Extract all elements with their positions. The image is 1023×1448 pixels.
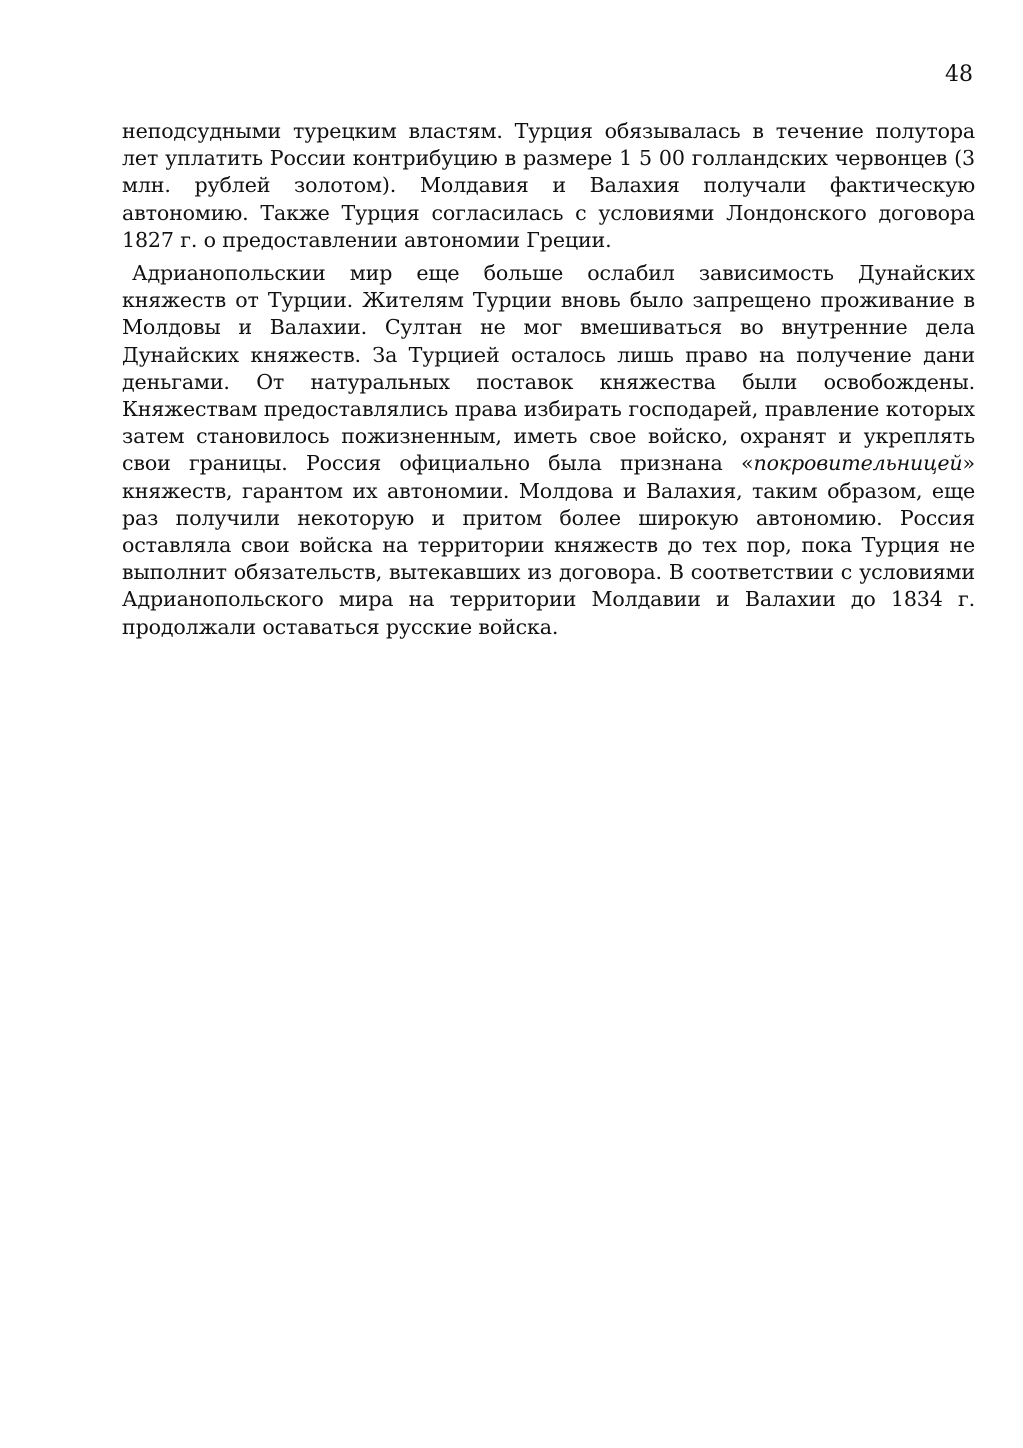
paragraph-2-text-after: » княжеств, гарантом их автономии. Молдова и Валахия, таким образом, еще раз получили некоторую и притом более широкую автономию. Россия оставляла свои войска на территории княжеств до тех пор, пока Турция не выполнит обязательств, вытекавших из договора. В соответствии с условиями Адрианопольского мира на территории Молдавии и Валахии до 1834 г. продолжали оставаться русские войска. xyxy=(122,451,975,639)
paragraph-2-italic-term: покровительницей xyxy=(753,451,963,476)
paragraph-1: неподсудными турецким властям. Турция обязывалась в течение полутора лет уплатить России контрибуцию в размере 1 5 00 голландских червонцев (3 млн. рублей золотом). Молдавия и Валахия получали фактическую автономию. Также Турция согласилась с условиями Лондонского договора 1827 г. о предоставлении автономии Греции. xyxy=(122,119,975,252)
paragraph-2-text-before: Адрианопольскии мир еще больше ослабил зависимость Дунайских княжеств от Турции. Жителям Турции вновь было запрещено проживание в Молдовы и Валахии. Султан не мог вмешиваться во внутренние дела Дунайских княжеств. За Турцией осталось лишь право на получение дани деньгами. От натуральных поставок княжества были освобождены. Княжествам предоставлялись права избирать господарей, правление которых затем становилось пожизненным, иметь свое войско, охранят и укреплять свои границы. Россия официально была признана « xyxy=(122,261,975,476)
page-number: 48 xyxy=(945,62,973,87)
document-body xyxy=(122,118,975,641)
paragraph-2 xyxy=(122,260,975,641)
